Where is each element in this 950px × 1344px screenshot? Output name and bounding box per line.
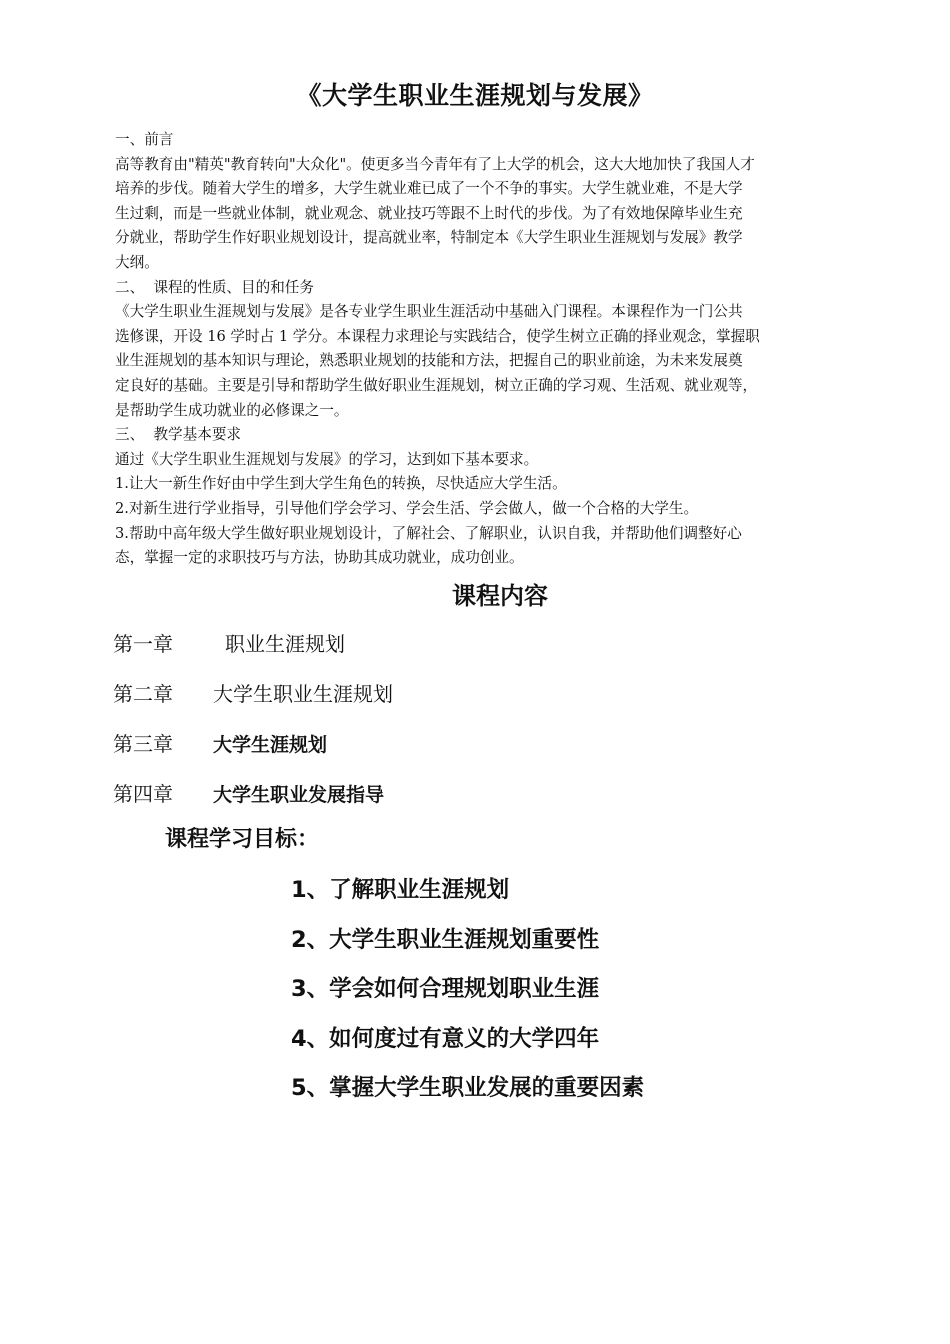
nature-line: 选修课，开设 16 学时占 1 学分。本课程力求理论与实践结合，使学生树立正确的择业观念，掌握职 (115, 327, 760, 345)
goal-item: 2、大学生职业生涯规划重要性 (291, 926, 600, 953)
requirements-line: 态，掌握一定的求职技巧与方法，协助其成功就业，成功创业。 (115, 549, 524, 567)
requirements-heading: 三、 教学基本要求 (115, 426, 242, 444)
chapter-number: 第四章 (113, 782, 173, 806)
chapter-name: 大学生涯规划 (213, 734, 328, 756)
requirements-line: 1.让大一新生作好由中学生到大学生角色的转换，尽快适应大学生活。 (115, 475, 567, 493)
chapter-number: 第一章 (113, 632, 173, 656)
goal-item: 1、了解职业生涯规划 (291, 877, 510, 903)
nature-line: 定良好的基础。主要是引导和帮助学生做好职业生涯规划，树立正确的学习观、生活观、就业观等， (115, 376, 758, 394)
chapter-item (113, 626, 393, 676)
goal-item: 4、如何度过有意义的大学四年 (291, 1025, 600, 1052)
chapter-item (113, 676, 393, 726)
goal-item: 3、学会如何合理规划职业生涯 (291, 976, 600, 1003)
chapter-list (113, 626, 393, 826)
chapter-item (113, 776, 393, 826)
document-title: 《大学生职业生涯规划与发展》 (296, 81, 654, 110)
chapter-number: 第二章 (113, 682, 173, 706)
nature-line: 《大学生职业生涯规划与发展》是各专业学生职业生涯活动中基础入门课程。本课程作为一门公共 (115, 303, 743, 321)
chapter-name: 大学生职业发展指导 (213, 784, 385, 806)
course-content-title: 课程内容 (452, 581, 548, 610)
goals-title: 课程学习目标： (165, 827, 320, 852)
requirements-line: 3.帮助中高年级大学生做好职业规划设计，了解社会、了解职业，认识自我，并帮助他们调整好心 (115, 524, 742, 542)
preface-line: 分就业，帮助学生作好职业规划设计，提高就业率，特制定本《大学生职业生涯规划与发展》教学 (115, 229, 743, 247)
chapter-item (113, 726, 393, 776)
requirements-line: 2.对新生进行学业指导，引导他们学会学习、学会生活、学会做人，做一个合格的大学生。 (115, 499, 699, 517)
preface-line: 培养的步伐。随着大学生的增多，大学生就业难已成了一个不争的事实。大学生就业难，不是大学 (115, 180, 743, 198)
chapter-number: 第三章 (113, 732, 173, 756)
goals-list (291, 871, 644, 1119)
document-body (115, 128, 840, 571)
goal-item: 5、掌握大学生职业发展的重要因素 (291, 1075, 645, 1102)
preface-line: 生过剩，而是一些就业体制，就业观念、就业技巧等跟不上时代的步伐。为了有效地保障毕业生充 (115, 204, 743, 222)
chapter-name: 职业生涯规划 (225, 632, 345, 656)
nature-line: 是帮助学生成功就业的必修课之一。 (115, 401, 349, 419)
chapter-name: 大学生职业生涯规划 (213, 682, 393, 706)
preface-heading: 一、前言 (115, 131, 174, 148)
preface-line: 大纲。 (115, 253, 159, 271)
nature-heading: 二、 课程的性质、目的和任务 (115, 278, 314, 296)
preface-line: 高等教育由"精英"教育转向"大众化"。使更多当今青年有了上大学的机会，这大大地加快了我国人才 (115, 155, 755, 173)
requirements-line: 通过《大学生职业生涯规划与发展》的学习，达到如下基本要求。 (115, 450, 539, 468)
nature-line: 业生涯规划的基本知识与理论，熟悉职业规划的技能和方法，把握自己的职业前途，为未来发展奠 (115, 352, 743, 370)
